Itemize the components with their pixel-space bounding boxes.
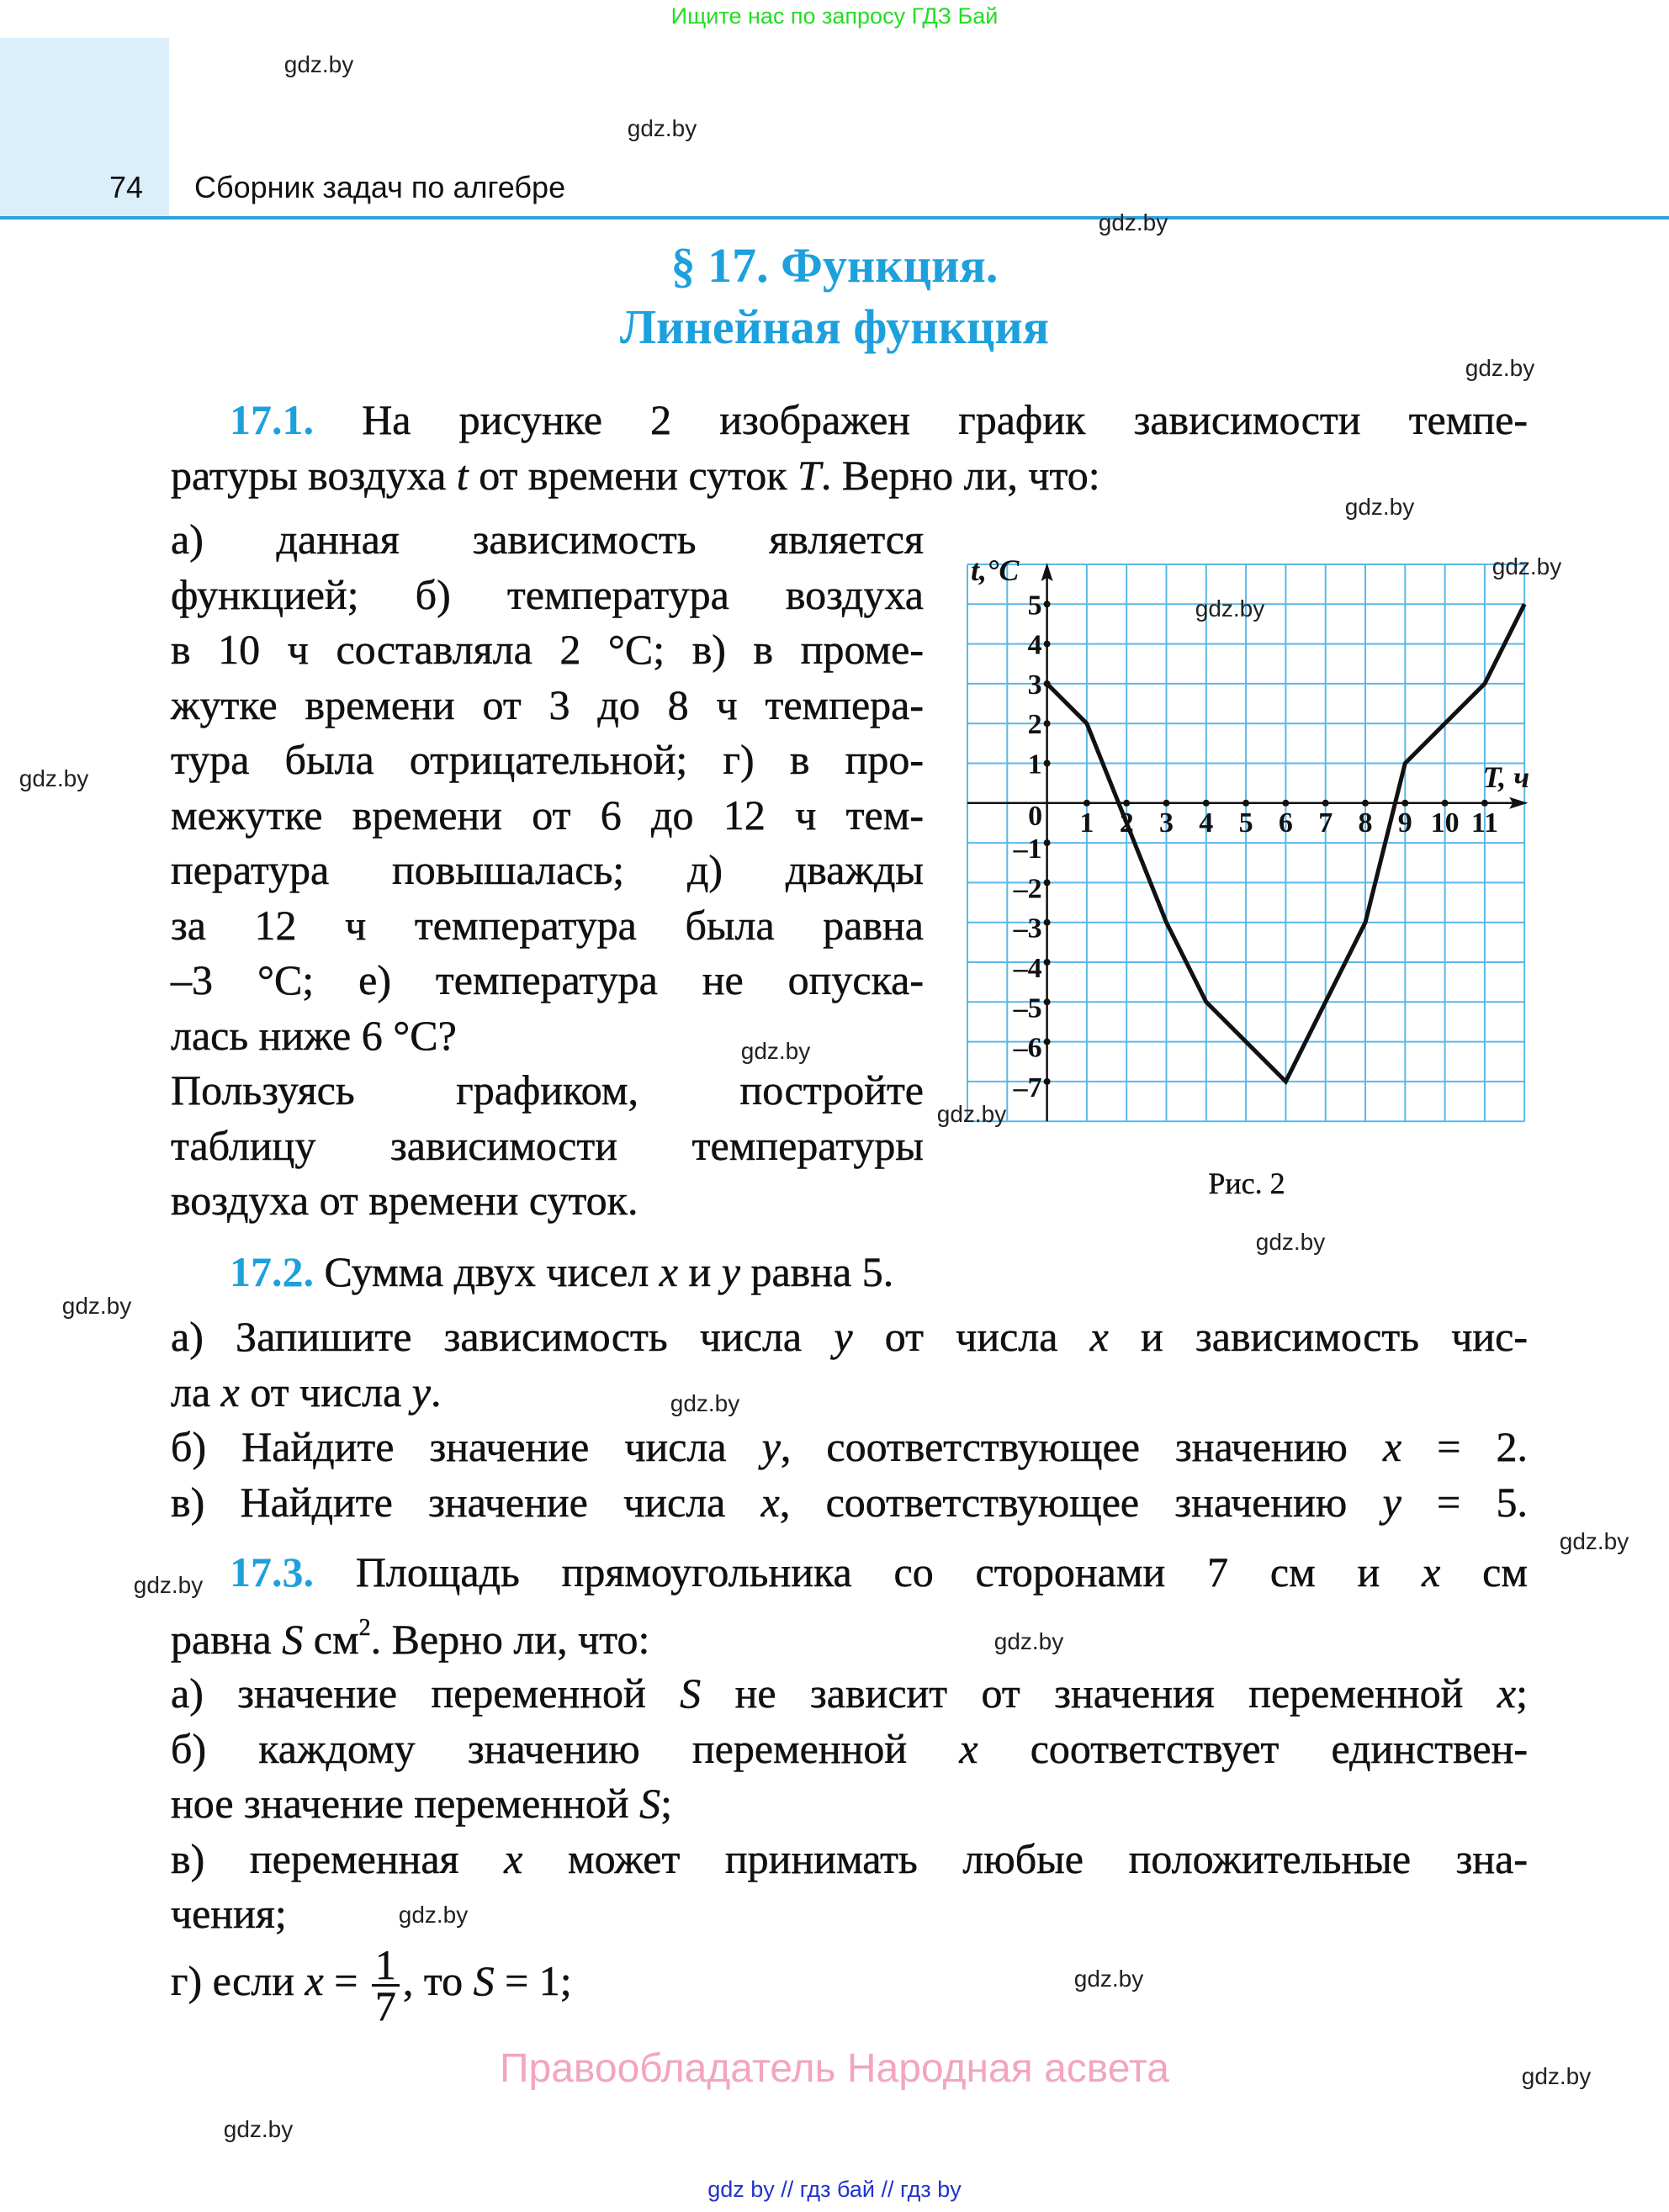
text-line (171, 512, 924, 568)
text-segment: см (303, 1615, 359, 1663)
y-tick-dot (1044, 1078, 1051, 1085)
text-line (171, 898, 924, 954)
text-segment: функцией; б) температура воздуха (171, 570, 924, 618)
x-tick-label: 10 (1430, 807, 1460, 839)
text-segment: ; (1516, 1670, 1528, 1717)
search-hint-banner: Ищите нас по запросу ГДЗ Бай (670, 3, 999, 29)
text-segment: = 5. (1401, 1478, 1528, 1526)
watermark: gdz.by (1255, 1229, 1326, 1255)
y-tick-dot (1044, 601, 1051, 607)
math-variable: y (761, 1423, 781, 1470)
watermark: gdz.by (61, 1293, 132, 1319)
math-variable: x (1089, 1313, 1109, 1360)
x-tick-dot (1242, 800, 1249, 807)
watermark: gdz.by (740, 1038, 811, 1064)
var-x: x (305, 1957, 324, 2004)
text-line (171, 1310, 1528, 1365)
y-tick-dot (1044, 760, 1051, 767)
text-segment: может принимать любые положительные зна- (522, 1834, 1528, 1882)
text-segment: ратуры воздуха (171, 451, 457, 499)
problem-number: 17.2. (230, 1248, 314, 1295)
page-number: 74 (109, 170, 144, 204)
x-tick-dot (1481, 800, 1488, 807)
text-segment: а) данная зависимость является (171, 516, 924, 563)
math-variable: S (282, 1615, 304, 1663)
x-tick-label: 7 (1318, 807, 1333, 839)
text-segment: Пользуясь графиком, постройте (171, 1066, 924, 1114)
fraction-denominator: 7 (374, 1982, 396, 2030)
text-segment: б) каждому значению переменной (171, 1724, 960, 1772)
watermark: gdz.by (283, 51, 354, 77)
math-variable: x (959, 1724, 978, 1772)
text-segment: и зависимость чис- (1108, 1313, 1528, 1360)
watermark: gdz.by (398, 1902, 469, 1928)
origin-label: 0 (1028, 800, 1043, 832)
watermark: gdz.by (936, 1101, 1007, 1127)
text-line (171, 1545, 1528, 1601)
x-tick-label: 6 (1278, 807, 1293, 839)
text-segment: а) значение переменной (171, 1670, 681, 1717)
x-tick-label: 1 (1079, 807, 1094, 839)
x-axis-label: T, ч (1482, 759, 1530, 794)
y-tick-label: –4 (1013, 953, 1042, 984)
y-tick-label: 2 (1027, 709, 1042, 741)
y-tick-label: 1 (1027, 749, 1042, 781)
x-tick-dot (1163, 800, 1170, 807)
math-variable: T (797, 451, 821, 499)
text-line (171, 1008, 924, 1064)
item-g-prefix: г) если (171, 1957, 305, 2004)
text-segment: а) Запишите зависимость числа (171, 1313, 834, 1360)
watermark: gdz.by (1492, 553, 1562, 579)
problem-17-3-items (171, 1666, 1528, 1942)
y-tick-label: –3 (1013, 913, 1042, 945)
watermark: gdz.by (993, 1628, 1064, 1654)
x-tick-dot (1401, 800, 1408, 807)
watermark: gdz.by (133, 1572, 204, 1598)
text-segment: . (431, 1368, 442, 1416)
text-segment: таблицу зависимости температуры (171, 1121, 924, 1169)
text-segment: жутке времени от 3 до 8 ч темпера- (171, 680, 924, 728)
problem-number: 17.1. (230, 396, 314, 443)
x-tick-dot (1322, 800, 1329, 807)
text-segment: пература повышалась; д) дважды (171, 846, 924, 893)
x-tick-dot (1282, 800, 1289, 807)
text-segment: за 12 ч температура была равна (171, 901, 924, 949)
text-segment: –3 °С; е) температура не опуска- (171, 956, 924, 1003)
fraction-numerator: 1 (372, 1945, 400, 1987)
text-line (171, 393, 1528, 448)
superscript: 2 (358, 1614, 371, 1641)
text-segment: чения; (171, 1890, 287, 1937)
text-segment: от числа (239, 1368, 412, 1416)
text-line (171, 733, 924, 788)
watermark: gdz.by (19, 765, 89, 791)
y-tick-dot (1044, 959, 1051, 966)
text-segment: Сумма двух чисел (314, 1248, 660, 1295)
y-tick-dot (1044, 839, 1051, 846)
y-axis-label: t,°С (971, 556, 1020, 587)
text-segment: . Верно ли, что: (820, 451, 1100, 499)
y-tick-dot (1044, 720, 1051, 727)
watermark: gdz.by (1098, 209, 1168, 235)
x-tick-label: 3 (1159, 807, 1174, 839)
text-segment: = 2. (1401, 1423, 1528, 1470)
text-line (171, 1173, 924, 1229)
y-tick-label: 3 (1027, 669, 1042, 701)
header-divider (0, 216, 1669, 220)
text-segment: тура была отрицательной; г) в про- (171, 736, 924, 783)
text-segment: и (677, 1248, 722, 1295)
math-variable: x (220, 1368, 240, 1416)
problem-17-1-items (171, 512, 924, 1229)
text-segment: , соответствующее значению (779, 1478, 1383, 1526)
running-head: Сборник задач по алгебре (194, 170, 566, 204)
y-tick-label: –1 (1013, 833, 1042, 865)
text-segment: На рисунке 2 изображен график зависимости темпе- (314, 396, 1528, 443)
watermark: gdz.by (1465, 355, 1535, 381)
text-segment: в) Найдите значение числа (171, 1478, 761, 1526)
item-g-tail: = 1; (494, 1957, 572, 2004)
x-tick-dot (1362, 800, 1369, 807)
watermark: gdz.by (1073, 1966, 1144, 1992)
fraction (372, 1941, 400, 2030)
text-line (171, 622, 924, 678)
watermark: gdz.by (1195, 595, 1265, 622)
temperature-chart (959, 556, 1548, 1145)
text-line (171, 1666, 1528, 1722)
figure-caption: Рис. 2 (1208, 1167, 1285, 1200)
math-variable: y (411, 1368, 431, 1416)
x-tick-dot (1123, 800, 1130, 807)
text-line (171, 843, 924, 898)
math-variable: y (1382, 1478, 1401, 1526)
text-line (171, 1420, 1528, 1475)
text-line (171, 678, 924, 733)
page-margin-tab (0, 38, 169, 219)
copyright-notice: Правообладатель Народная асвета (500, 2046, 1169, 2091)
footer-links[interactable]: gdz by // гдз бай // гдз by (707, 2177, 962, 2202)
text-line (171, 1776, 1528, 1832)
text-segment: равна (171, 1615, 283, 1663)
math-variable: y (834, 1313, 853, 1360)
problem-number: 17.3. (230, 1548, 314, 1595)
text-line (171, 953, 924, 1008)
x-tick-dot (1084, 800, 1090, 807)
text-segment: в) переменная (171, 1834, 505, 1882)
math-variable: x (659, 1248, 678, 1295)
y-tick-label: –6 (1013, 1032, 1042, 1064)
text-segment: ное значение переменной (171, 1780, 640, 1827)
y-tick-dot (1044, 919, 1051, 926)
item-g-then: , то (402, 1957, 474, 2004)
text-segment: , соответствующее значению (780, 1423, 1383, 1470)
text-line (171, 448, 1528, 504)
y-tick-dot (1044, 641, 1051, 648)
math-variable: t (456, 451, 469, 499)
x-tick-label: 2 (1119, 807, 1134, 839)
text-segment: равна 5. (739, 1248, 894, 1295)
y-tick-label: 5 (1027, 590, 1042, 622)
text-line (171, 1601, 1528, 1663)
section-title: § 17. Функция. (670, 238, 999, 293)
y-tick-dot (1044, 1039, 1051, 1045)
x-tick-dot (1203, 800, 1210, 807)
y-tick-label: –2 (1013, 873, 1042, 905)
text-line (171, 1063, 924, 1119)
x-tick-label: 9 (1397, 807, 1412, 839)
var-s: S (473, 1957, 495, 2004)
math-variable: y (721, 1248, 740, 1295)
problem-17-3-head (171, 1545, 1528, 1663)
text-segment: не зависит от значения переменной (701, 1670, 1497, 1717)
text-line (171, 1119, 924, 1174)
y-tick-dot (1044, 879, 1051, 886)
text-line (171, 1365, 1528, 1421)
problem-17-2-items (171, 1310, 1528, 1530)
text-line (171, 1722, 1528, 1777)
math-variable: S (680, 1670, 702, 1717)
x-tick-label: 4 (1199, 807, 1214, 839)
text-segment: от числа (852, 1313, 1090, 1360)
y-tick-label: –7 (1013, 1072, 1042, 1103)
x-tick-label: 11 (1470, 807, 1498, 839)
text-segment: соответствует единствен- (978, 1724, 1528, 1772)
text-segment: ; (660, 1780, 672, 1827)
watermark: gdz.by (1559, 1528, 1629, 1554)
text-segment: межутке времени от 6 до 12 ч тем- (171, 791, 924, 839)
text-segment: см (1440, 1548, 1528, 1595)
text-segment: лась ниже 6 °С? (171, 1011, 457, 1059)
watermark: gdz.by (1521, 2063, 1592, 2089)
watermark: gdz.by (670, 1390, 740, 1416)
text-segment: ла (171, 1368, 221, 1416)
y-tick-label: 4 (1027, 629, 1042, 661)
x-tick-label: 8 (1358, 807, 1373, 839)
text-segment: от времени суток (468, 451, 798, 499)
math-variable: x (504, 1834, 523, 1882)
watermark: gdz.by (1344, 494, 1415, 520)
text-line (171, 568, 924, 623)
y-tick-label: –5 (1013, 992, 1042, 1024)
equals: = (323, 1957, 368, 2004)
text-line (171, 788, 924, 844)
text-segment: воздуха от времени суток. (171, 1177, 638, 1224)
text-segment: в 10 ч составляла 2 °С; в) в проме- (171, 626, 924, 673)
text-segment: Площадь прямоугольника со сторонами 7 см и (314, 1548, 1423, 1595)
text-line (171, 1832, 1528, 1887)
problem-17-1-intro (171, 393, 1528, 503)
y-tick-dot (1044, 998, 1051, 1005)
math-variable: x (760, 1478, 780, 1526)
text-segment: б) Найдите значение числа (171, 1423, 762, 1470)
problem-17-3-item-g (171, 1941, 1012, 2030)
watermark: gdz.by (223, 2116, 294, 2142)
text-line (171, 1887, 1528, 1942)
math-variable: S (639, 1780, 661, 1827)
x-tick-dot (1442, 800, 1449, 807)
text-segment: . Верно ли, что: (370, 1615, 650, 1663)
math-variable: x (1382, 1423, 1402, 1470)
x-tick-label: 5 (1238, 807, 1253, 839)
section-subtitle: Линейная функция (619, 299, 1050, 354)
math-variable: x (1422, 1548, 1441, 1595)
math-variable: x (1497, 1670, 1517, 1717)
watermark: gdz.by (627, 115, 697, 141)
text-line (171, 1475, 1528, 1531)
